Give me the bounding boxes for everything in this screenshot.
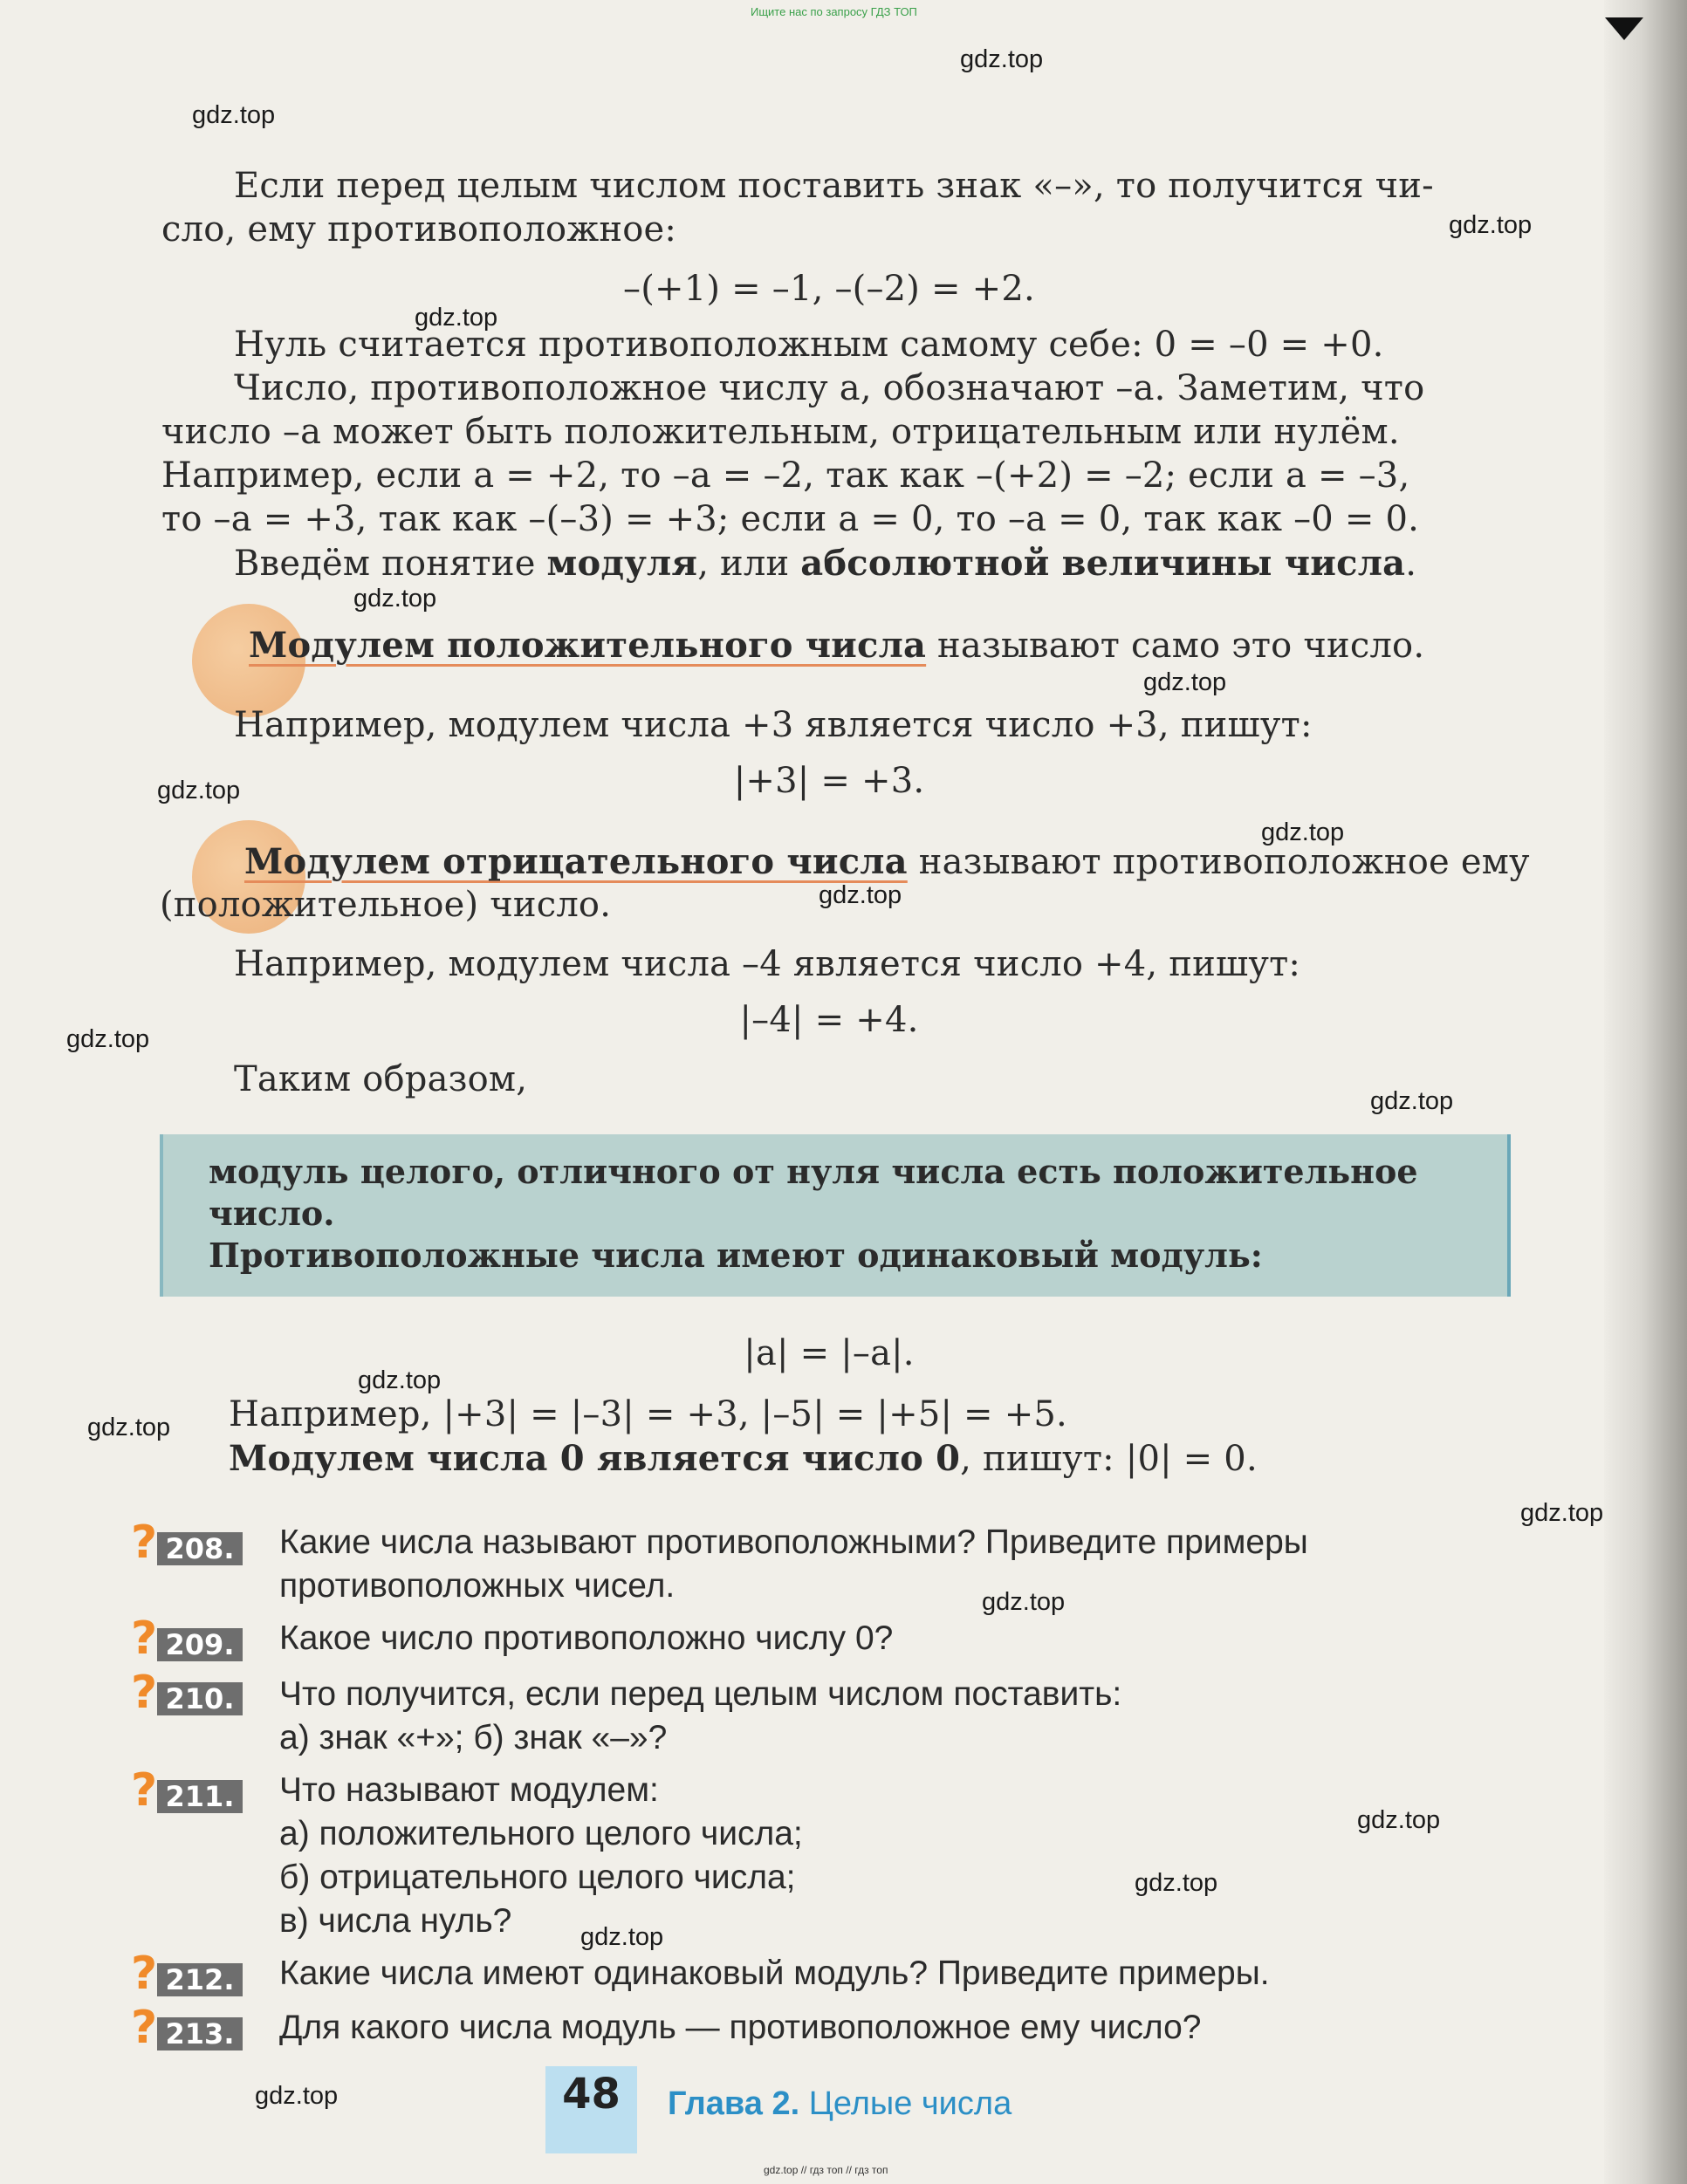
question-badge: ? 210.: [131, 1675, 243, 1719]
question-text: а) знак «+»; б) знак «–»?: [279, 1719, 668, 1756]
question-badge: ? 211.: [131, 1773, 243, 1817]
watermark: gdz.top: [580, 1923, 664, 1951]
question-text: противоположных чисел.: [279, 1567, 675, 1605]
equation: |–4| = +4.: [739, 1000, 919, 1040]
question-text: Какие числа называют противоположными? Приведите примеры: [279, 1523, 1308, 1561]
text-line: число –a может быть положительным, отрицательным или нулём.: [161, 412, 1400, 452]
question-text: Какое число противоположно числу 0?: [279, 1619, 894, 1657]
rule-box: [160, 1134, 1511, 1297]
text-line: Нуль считается противоположным самому себе: 0 = –0 = +0.: [234, 325, 1384, 365]
watermark: gdz.top: [1357, 1806, 1441, 1834]
question-text: в) числа нуль?: [279, 1902, 512, 1940]
question-text: Что называют модулем:: [279, 1771, 659, 1809]
rule-text: Противоположные числа имеют одинаковый модуль:: [209, 1236, 1263, 1275]
bottom-link[interactable]: gdz.top // гдз топ // гдз топ: [764, 2164, 888, 2176]
text-line: Если перед целым числом поставить знак «–», то получится чи-: [234, 166, 1434, 206]
watermark: gdz.top: [87, 1414, 171, 1441]
equation: –(+1) = –1, –(–2) = +2.: [623, 269, 1035, 309]
watermark: gdz.top: [66, 1025, 150, 1053]
equation: |a| = |–a|.: [744, 1333, 915, 1373]
watermark: gdz.top: [358, 1366, 442, 1394]
text-line: сло, ему противоположное:: [161, 209, 677, 250]
watermark: gdz.top: [415, 304, 498, 332]
watermark: gdz.top: [157, 777, 241, 804]
question-badge: ? 213.: [131, 2010, 243, 2054]
watermark: gdz.top: [1261, 818, 1345, 846]
text-line: Число, противоположное числу a, обозначают –a. Заметим, что: [234, 368, 1425, 408]
watermark: gdz.top: [1520, 1499, 1604, 1527]
text-line: то –a = +3, так как –(–3) = +3; если a = 0, то –a = 0, так как –0 = 0.: [161, 499, 1420, 539]
watermark: gdz.top: [353, 585, 437, 613]
corner-marker: [1605, 17, 1643, 40]
equation: |+3| = +3.: [733, 761, 925, 801]
text-line: Введём понятие модуля, или абсолютной величины числа.: [234, 543, 1417, 584]
text-line: Например, |+3| = |–3| = +3, |–5| = |+5| = +5.: [229, 1394, 1067, 1434]
watermark: gdz.top: [982, 1588, 1066, 1616]
watermark: gdz.top: [1449, 211, 1533, 239]
chapter-title: Глава 2. Целые числа: [668, 2085, 1012, 2122]
question-text: а) положительного целого числа;: [279, 1815, 803, 1852]
top-search-link[interactable]: Ищите нас по запросу ГДЗ ТОП: [751, 5, 917, 18]
question-text: Какие числа имеют одинаковый модуль? Приведите примеры.: [279, 1955, 1270, 1992]
text-line: Например, модулем числа –4 является число +4, пишут:: [234, 944, 1301, 984]
text-line: (положительное) число.: [160, 885, 612, 925]
question-badge: ? 208.: [131, 1525, 243, 1569]
text-line: Например, если a = +2, то –a = –2, так как –(+2) = –2; если a = –3,: [161, 455, 1410, 496]
watermark: gdz.top: [255, 2082, 339, 2110]
text-line: Например, модулем числа +3 является число +3, пишут:: [234, 705, 1313, 745]
watermark: gdz.top: [1135, 1869, 1218, 1897]
text-line: Таким образом,: [234, 1059, 528, 1099]
rule-text: число.: [209, 1194, 335, 1233]
watermark: gdz.top: [1143, 668, 1227, 696]
rule-text: модуль целого, отличного от нуля числа есть положительное: [209, 1152, 1418, 1191]
text-line: Модулем числа 0 является число 0, пишут: |0| = 0.: [229, 1438, 1258, 1479]
page-binding-shadow: [1604, 0, 1687, 2184]
question-badge: ? 212.: [131, 1956, 243, 2000]
watermark: gdz.top: [1370, 1087, 1454, 1115]
definition-2: Модулем отрицательного числа называют противоположное ему: [244, 841, 1530, 882]
question-badge: ? 209.: [131, 1621, 243, 1665]
question-text: б) отрицательного целого числа;: [279, 1859, 796, 1896]
page-number: 48: [562, 2070, 621, 2119]
definition-1: Модулем положительного числа называют само это число.: [249, 625, 1425, 666]
question-text: Что получится, если перед целым числом поставить:: [279, 1675, 1122, 1713]
watermark: gdz.top: [819, 881, 902, 909]
question-text: Для какого числа модуль — противоположное ему число?: [279, 2009, 1202, 2046]
watermark: gdz.top: [960, 45, 1044, 73]
watermark: gdz.top: [192, 101, 276, 129]
